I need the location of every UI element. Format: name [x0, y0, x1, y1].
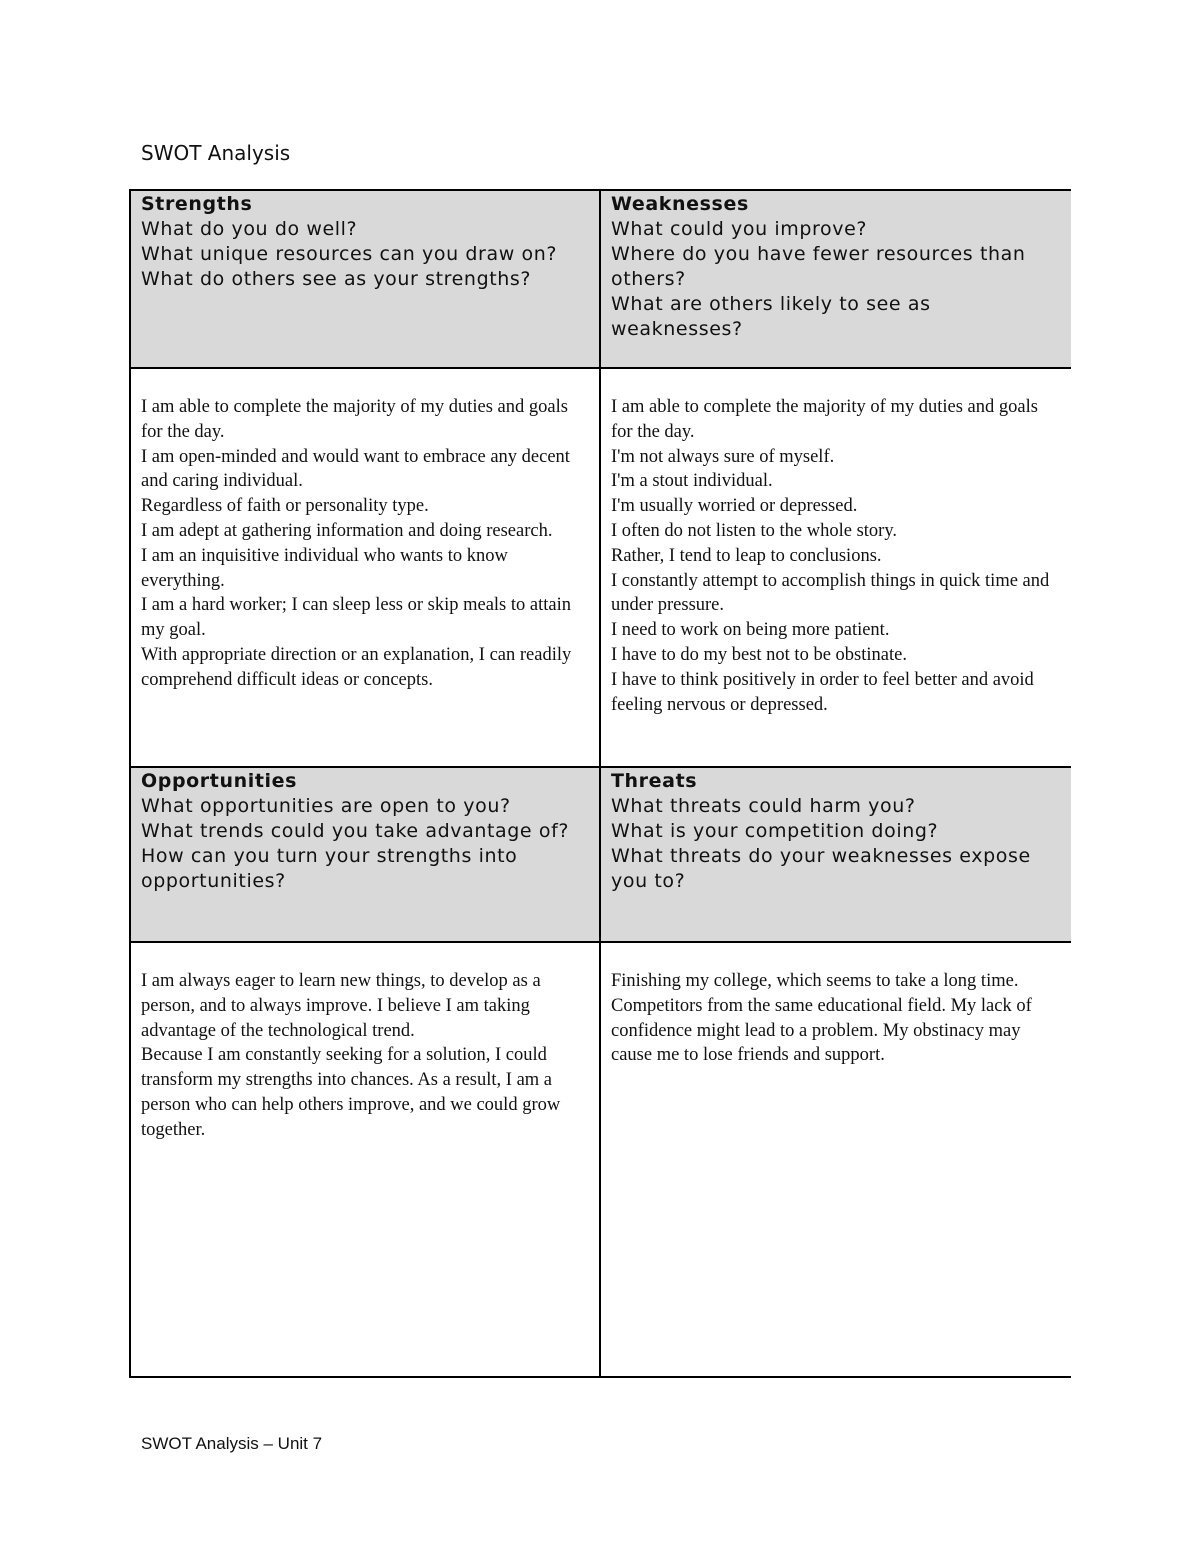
page-footer: SWOT Analysis – Unit 7: [141, 1434, 323, 1453]
strengths-answer: I am an inquisitive individual who wants to know everything.: [141, 545, 508, 591]
opportunities-answers-cell: [131, 941, 601, 1376]
weaknesses-answer: I am able to complete the majority of my duties and goals for the day.: [611, 397, 1038, 442]
swot-table: [129, 189, 1071, 1378]
threats-question: What threats do your weaknesses expose you to?: [611, 845, 1031, 892]
weaknesses-question: What could you improve?: [611, 218, 868, 240]
strengths-question: What do you do well?: [141, 218, 358, 240]
weaknesses-answer: I constantly attempt to accomplish things in quick time and under pressure.: [611, 570, 1050, 616]
weaknesses-question: What are others likely to see as weaknesses?: [611, 293, 931, 340]
threats-answer: Finishing my college, which seems to take a long time. Competitors from the same educational field. My lack of confidence might lead to a problem. My obstinacy may cause me to lose friends and support.: [611, 971, 1032, 1066]
opportunities-heading: Opportunities: [141, 770, 298, 792]
strengths-question: What unique resources can you draw on?: [141, 243, 558, 265]
opportunities-question: How can you turn your strengths into opportunities?: [141, 845, 518, 892]
opportunities-question: What opportunities are open to you?: [141, 795, 511, 817]
weaknesses-answer: I often do not listen to the whole story.: [611, 520, 898, 541]
strengths-heading: Strengths: [141, 193, 253, 215]
strengths-answer: I am able to complete the majority of my duties and goals for the day.: [141, 397, 568, 442]
weaknesses-answer: Rather, I tend to leap to conclusions.: [611, 545, 882, 566]
weaknesses-header-cell: [601, 191, 1071, 367]
opportunities-question: What trends could you take advantage of?: [141, 820, 570, 842]
strengths-answer: I am open-minded and would want to embrace any decent and caring individual.: [141, 446, 570, 492]
weaknesses-answer: I need to work on being more patient.: [611, 620, 890, 641]
weaknesses-answer: I have to think positively in order to feel better and avoid feeling nervous or depressed.: [611, 669, 1034, 715]
weaknesses-answer: I'm not always sure of myself.: [611, 446, 835, 467]
opportunities-answer: Because I am constantly seeking for a solution, I could transform my strengths into chances. As a result, I am a person who can help others improve, and we could grow together.: [141, 1045, 561, 1140]
strengths-answer: I am a hard worker; I can sleep less or skip meals to attain my goal.: [141, 595, 571, 641]
threats-header-cell: [601, 766, 1071, 941]
weaknesses-question: Where do you have fewer resources than others?: [611, 243, 1026, 290]
strengths-answer: Regardless of faith or personality type.: [141, 496, 429, 517]
opportunities-header-cell: [131, 766, 601, 941]
strengths-answer: I am adept at gathering information and doing research.: [141, 520, 553, 541]
threats-answers-cell: [601, 941, 1071, 1376]
weaknesses-answer: I'm usually worried or depressed.: [611, 496, 858, 517]
weaknesses-heading: Weaknesses: [611, 193, 749, 215]
weaknesses-answer: I have to do my best not to be obstinate.: [611, 644, 907, 665]
page-title: SWOT Analysis: [141, 141, 291, 165]
weaknesses-answers-cell: [601, 367, 1071, 766]
opportunities-answer: I am always eager to learn new things, to develop as a person, and to always improve. I believe I am taking advantage of the technological trend.: [141, 971, 541, 1041]
threats-heading: Threats: [611, 770, 698, 792]
threats-question: What is your competition doing?: [611, 820, 939, 842]
strengths-answer: With appropriate direction or an explanation, I can readily comprehend difficult ideas or concepts.: [141, 644, 572, 690]
weaknesses-answer: I'm a stout individual.: [611, 471, 773, 492]
threats-question: What threats could harm you?: [611, 795, 916, 817]
strengths-answers-cell: [131, 367, 601, 766]
strengths-header-cell: [131, 191, 601, 367]
strengths-question: What do others see as your strengths?: [141, 268, 532, 290]
